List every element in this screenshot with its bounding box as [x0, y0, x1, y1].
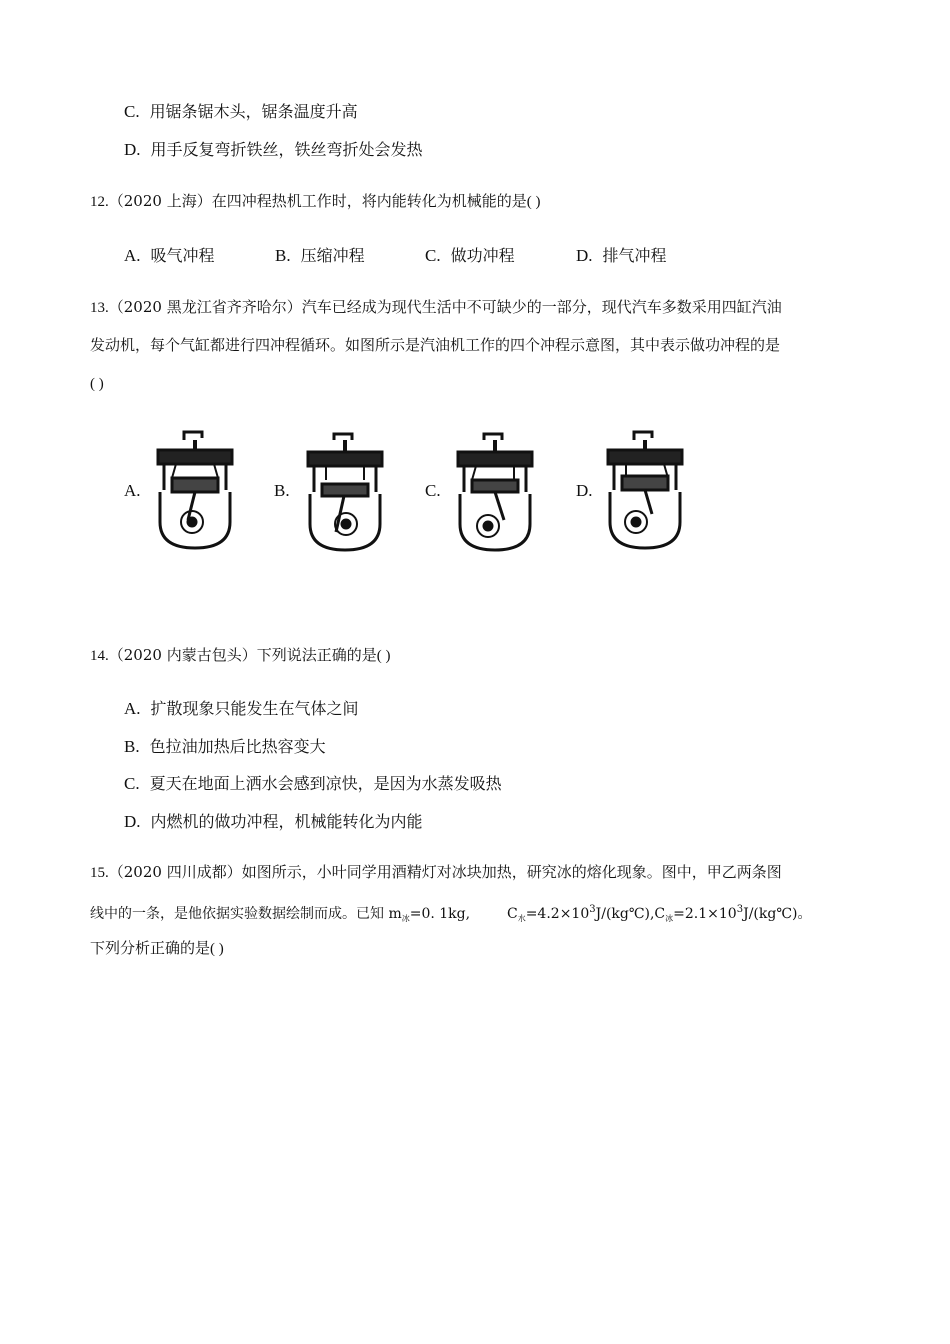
q13-stem-line2: 发动机，每个气缸都进行四冲程循环。如图所示是汽油机工作的四个冲程示意图，其中表示做功冲程的是 [90, 336, 781, 354]
q14-option-b: B. 色拉油加热后比热容变大 [124, 737, 326, 756]
q12-option-a: A. 吸气冲程 [124, 246, 215, 265]
engine-diagram-b [300, 432, 390, 557]
engine-diagram-a [150, 430, 240, 555]
q14-option-a: A. 扩散现象只能发生在气体之间 [124, 699, 359, 718]
engine-label-a: A. [124, 481, 141, 500]
q11-option-d: D. 用手反复弯折铁丝，铁丝弯折处会发热 [124, 140, 423, 159]
q12-option-d: D. 排气冲程 [576, 246, 667, 265]
q15-stem-line2: 线中的一条，是他依据实验数据绘制而成。已知 $m_冰=0$. 1kg, $C_水=4.2\times 10^3J/(kg℃),C_冰=2.1\times 10^3J/(kg℃)$。 [90, 904, 812, 923]
q12-stem: 12.（2020 上海）在四冲程热机工作时，将内能转化为机械能的是( ) [90, 192, 541, 210]
q13-stem-line1: 13.（2020 黑龙江省齐齐哈尔）汽车已经成为现代生活中不可缺少的一部分，现代汽车多数采用四缸汽油 [90, 298, 782, 316]
engine-label-d: D. [576, 481, 593, 500]
q12-option-c: C. 做功冲程 [425, 246, 515, 265]
engine-diagram-c [450, 432, 540, 557]
q11-option-c: C. 用锯条锯木头，锯条温度升高 [124, 102, 358, 121]
q13-paren: ( ) [90, 376, 104, 392]
engine-label-c: C. [425, 481, 441, 500]
q14-option-d: D. 内燃机的做功冲程，机械能转化为内能 [124, 812, 423, 831]
engine-diagram-d [600, 430, 690, 555]
q14-option-c: C. 夏天在地面上洒水会感到凉快，是因为水蒸发吸热 [124, 774, 502, 793]
q15-stem-line3: 下列分析正确的是( ) [90, 939, 224, 957]
q15-stem-line1: 15.（2020 四川成都）如图所示，小叶同学用酒精灯对冰块加热，研究冰的熔化现象。图中，甲乙两条图 [90, 863, 782, 881]
q12-option-b: B. 压缩冲程 [275, 246, 365, 265]
q14-stem: 14.（2020 内蒙古包头）下列说法正确的是( ) [90, 646, 391, 664]
engine-label-b: B. [274, 481, 290, 500]
